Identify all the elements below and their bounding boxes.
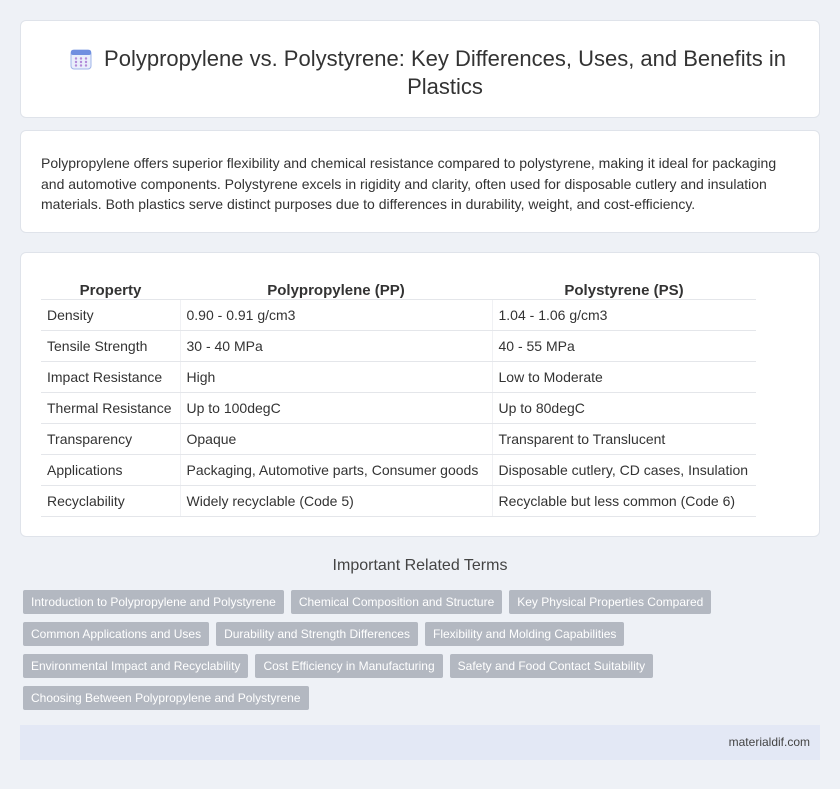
table-cell: Thermal Resistance xyxy=(41,392,180,423)
table-header-row xyxy=(41,273,756,299)
header-card xyxy=(20,20,820,118)
table-cell: Applications xyxy=(41,454,180,485)
related-term-tag[interactable]: Key Physical Properties Compared xyxy=(509,590,711,614)
related-term-tag[interactable]: Durability and Strength Differences xyxy=(216,622,418,646)
table-cell: Packaging, Automotive parts, Consumer goods xyxy=(180,454,492,485)
table-cell: Recyclability xyxy=(41,485,180,516)
table-cell: Recyclable but less common (Code 6) xyxy=(492,485,756,516)
table-cell: Opaque xyxy=(180,423,492,454)
table-cell: 0.90 - 0.91 g/cm3 xyxy=(180,299,492,330)
comparison-table xyxy=(41,273,756,517)
table-cell: Widely recyclable (Code 5) xyxy=(180,485,492,516)
table-cell: Up to 100degC xyxy=(180,392,492,423)
related-term-tag[interactable]: Chemical Composition and Structure xyxy=(291,590,502,614)
table-cell: Low to Moderate xyxy=(492,361,756,392)
table-row xyxy=(41,330,756,361)
footer-site[interactable]: materialdif.com xyxy=(728,735,810,749)
column-header: Polystyrene (PS) xyxy=(564,281,684,299)
table-cell: Density xyxy=(41,299,180,330)
summary-text: Polypropylene offers superior flexibility and chemical resistance compared to polystyrene, making it ideal for packaging and automotive components. Polystyrene excels in rigidity and clarity, often used for disposable cutlery and insulation materials. Both plastics serve distinct purposes due to differences in durability, weight, and cost-efficiency. xyxy=(41,155,777,212)
related-terms-list xyxy=(23,590,803,710)
table-cell: Up to 80degC xyxy=(492,392,756,423)
table-cell: Tensile Strength xyxy=(41,330,180,361)
table-row xyxy=(41,299,756,330)
column-header: Property xyxy=(79,281,142,299)
footer xyxy=(20,725,820,760)
column-header: Polypropylene (PP) xyxy=(267,281,405,299)
table-row xyxy=(41,361,756,392)
related-term-tag[interactable]: Cost Efficiency in Manufacturing xyxy=(255,654,442,678)
table-cell: 30 - 40 MPa xyxy=(180,330,492,361)
table-cell: Transparent to Translucent xyxy=(492,423,756,454)
table-cell: 40 - 55 MPa xyxy=(492,330,756,361)
related-term-tag[interactable]: Choosing Between Polypropylene and Polystyrene xyxy=(23,686,309,710)
table-cell: Transparency xyxy=(41,423,180,454)
related-term-tag[interactable]: Common Applications and Uses xyxy=(23,622,209,646)
table-cell: Disposable cutlery, CD cases, Insulation xyxy=(492,454,756,485)
table-cell: Impact Resistance xyxy=(41,361,180,392)
table-cell: High xyxy=(180,361,492,392)
related-terms-title: Important Related Terms xyxy=(332,557,508,574)
table-cell: 1.04 - 1.06 g/cm3 xyxy=(492,299,756,330)
table-row xyxy=(41,423,756,454)
table-row xyxy=(41,392,756,423)
summary-card xyxy=(20,130,820,233)
related-term-tag[interactable]: Safety and Food Contact Suitability xyxy=(450,654,653,678)
related-term-tag[interactable]: Environmental Impact and Recyclability xyxy=(23,654,248,678)
comparison-table-card xyxy=(20,252,820,537)
related-term-tag[interactable]: Flexibility and Molding Capabilities xyxy=(425,622,624,646)
related-term-tag[interactable]: Introduction to Polypropylene and Polystyrene xyxy=(23,590,284,614)
table-row xyxy=(41,485,756,516)
table-row xyxy=(41,454,756,485)
page-title: Polypropylene vs. Polystyrene: Key Differences, Uses, and Benefits in Plastics xyxy=(104,46,786,99)
